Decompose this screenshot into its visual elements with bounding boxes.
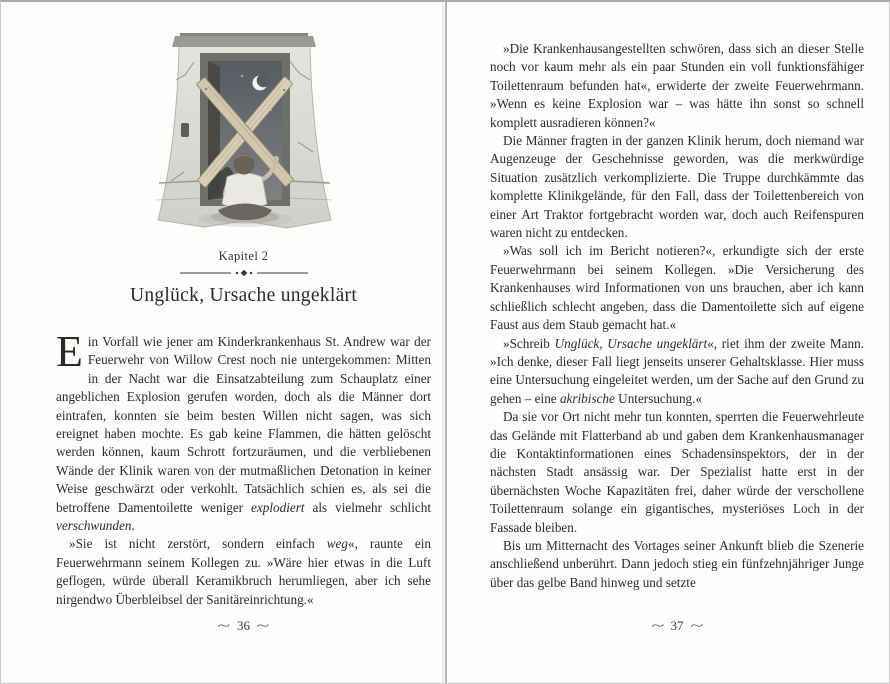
page-left	[56, 2, 431, 683]
boy-torso-tshirt	[222, 173, 267, 209]
italic-text: Unglück, Ursache ungeklärt	[554, 335, 708, 351]
chapter-divider-ornament	[174, 268, 314, 278]
text-segment: »Die Krankenhausangestellten schwören, dass sich an dieser Stelle noch vor kaum mehr als ein paar Stunden ein voll funktionsfähiger Toilettenraum befunden hat«, erwiderte der zweite Feuerwehrmann. »Wenn es keine Explosion war – was hätte ihn sonst so schnell komplett ausradieren können?«	[490, 41, 864, 130]
italic-text: verschwunden	[56, 518, 132, 534]
paragraph	[56, 535, 431, 609]
text-segment: «, raunte ein Feuerwehrmann seinem Kollegen zu. »Wäre hier etwas in die Luft geflogen, würde überall Keramikbruch herumliegen, aber ich sehe nirgendwo Überbleibsel der Sanitäreinrichtung.«	[56, 536, 431, 607]
folio-ornament-right: ~	[256, 619, 270, 634]
text-segment: »Sie ist nicht zerstört, sondern einfach	[69, 536, 327, 552]
text-segment: »Schreib	[503, 335, 555, 351]
drop-cap: E	[56, 327, 83, 376]
text-segment: «, riet ihm der zweite Mann. »Ich denke, dieser Fall liegt jenseits unserer Gehaltsklasse. Hier muss eine Untersuchung eingeleitet werden, um der Sache auf den Grund zu gehen – eine	[490, 335, 865, 406]
text-segment: »Was soll ich im Bericht notieren?«, erkundigte sich der erste Feuerwehrmann bei seinem Kollegen. »Die Versicherung des Krankenhauses wird Informationen von uns brauchen, aber ich kann schließlich schlecht angeben, dass die Damentoilette sich auf eigene Faust aus dem Staub gemacht hat.«	[490, 243, 864, 333]
wall-plaque	[181, 123, 189, 137]
paragraph	[490, 335, 864, 409]
chapter-illustration	[56, 24, 431, 241]
text-segment: .	[131, 518, 135, 534]
crescent-moon-cutout	[256, 74, 270, 88]
right-page-folio	[490, 618, 864, 635]
italic-text: akribische	[559, 390, 615, 406]
chapter-label: Kapitel 2	[218, 249, 269, 263]
paragraph	[490, 242, 864, 334]
folio-ornament-left: ~	[217, 619, 231, 634]
right-page-text	[490, 2, 864, 592]
page-gutter-divider	[445, 2, 447, 683]
folio-ornament-left: ~	[651, 619, 665, 634]
text-segment: Die Männer fragten in der ganzen Klinik herum, doch niemand war Augenzeuge der Geschehnisse geworden, was die merkwürdige Situation zusätzlich verkomplizierte. Die Truppe durchkämmte das komplette Klinikgelände, für den Fall, dass der Toilettenbereich von einer Art Traktor fortgebracht worden war, doch auch Reifenspuren waren nicht zu entdecken.	[490, 133, 864, 241]
left-page-text	[56, 327, 431, 609]
italic-text: explodiert	[251, 499, 305, 515]
folio-ornament-right: ~	[689, 619, 703, 634]
left-page-number: 36	[237, 618, 250, 633]
text-segment: Da sie vor Ort nicht mehr tun konnten, sperrten die Feuerwehrleute das Gelände mit Flatterband ab und gaben dem Krankenhausmanager die Kontaktinformationen eines Schadensinspektors, der in der nächsten Stadt ansässig war. Der Spezialist hatte erst in der übernächsten Woche Kapazitäten frei, daher würde der verschollene Toilettenraum solange ein gigantisches, mysteriöses Loch in der Fassade bleiben.	[490, 409, 864, 535]
wall-top-cap	[172, 36, 316, 47]
text-segment: Untersuchung.«	[614, 390, 703, 406]
text-segment: in Vorfall wie jener am Kinderkrankenhaus St. Andrew war der Feuerwehr von Willow Crest noch nie untergekommen: Mitten in der Nacht war die Einsatzabteilung zum Schauplatz einer angeblichen Explosion gerufen worden, doch als die Männer dort eintrafen, konnten sie beim besten Willen nicht sagen, was sich ereignet haben mochte. Es gab keine Flammen, die hätten gelöscht werden können, kaum Schrott fortzuräumen, und die verbliebenen Wände der Klinik waren von der mutmaßlichen Detonation in keiner Weise geschwärzt oder verkohlt. Tatsächlich schien es, als sei die betroffene Damentoilette weniger	[56, 334, 431, 515]
italic-text: weg	[326, 536, 349, 552]
paragraph	[490, 408, 864, 537]
chapter-title: Unglück, Ursache ungeklärt	[129, 285, 358, 306]
paragraph	[490, 537, 864, 592]
text-segment: als vielmehr schlicht	[304, 499, 431, 515]
text-segment: Bis um Mitternacht des Vortages seiner Ankunft blieb die Szenerie anschließend unberührt. Dann jedoch stieg ein fünfzehnjähriger Junge über das gelbe Band hinweg und setzte	[490, 537, 864, 590]
paragraph	[56, 327, 431, 535]
left-page-folio	[56, 618, 431, 635]
page-right	[490, 2, 864, 683]
wall-top-edge	[180, 33, 308, 36]
boy-right-hand	[273, 156, 279, 162]
paragraph	[490, 132, 864, 242]
right-page-number: 37	[670, 618, 684, 633]
paragraph	[490, 40, 864, 132]
boarded-doorway-illustration-svg	[146, 24, 342, 236]
